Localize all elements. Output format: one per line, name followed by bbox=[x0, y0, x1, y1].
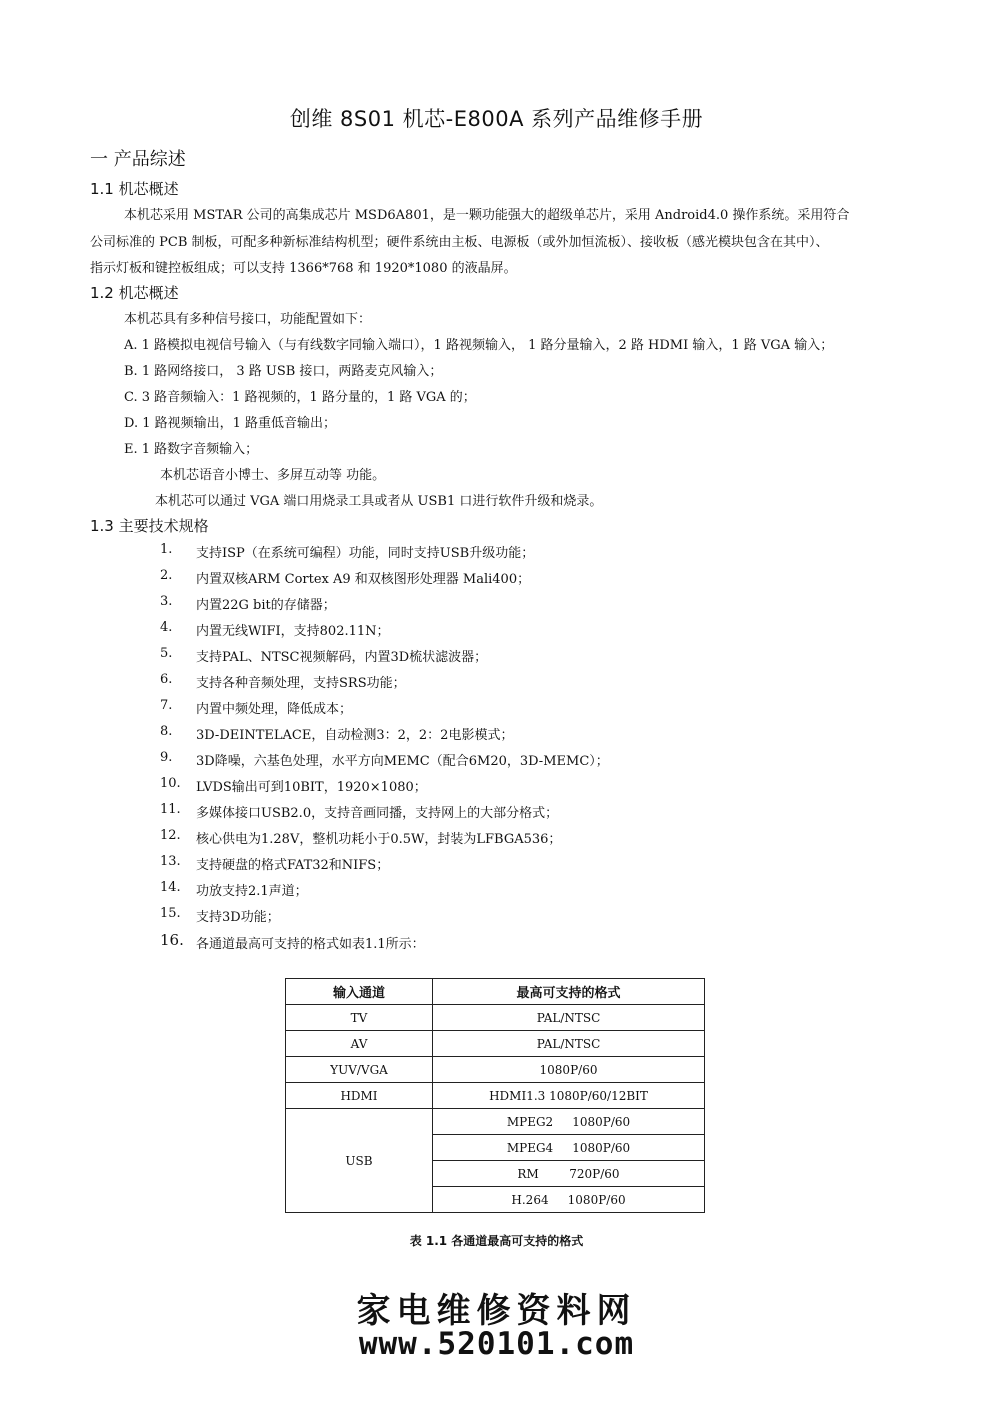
list-number: 11. bbox=[160, 802, 181, 817]
table-row bbox=[286, 1109, 705, 1135]
list-number: 16. bbox=[160, 931, 184, 949]
list-item: C. 3 路音频输入：1 路视频的，1 路分量的，1 路 VGA 的； bbox=[124, 390, 476, 405]
table-cell: HDMI1.3 1080P/60/12BIT bbox=[433, 1083, 705, 1109]
paragraph-line: 公司标准的 PCB 制板，可配多种新标准结构机型；硬件系统由主板、电源板（或外加恒流板）、接收板（感光模块包含在其中）、 bbox=[90, 235, 829, 250]
section-heading-overview: 一 产品综述 bbox=[90, 149, 186, 170]
paragraph-line: 本机芯语音小博士、多屏互动等 功能。 bbox=[160, 468, 386, 483]
table-cell: 1080P/60 bbox=[433, 1057, 705, 1083]
table-row bbox=[286, 1057, 705, 1083]
table-cell: HDMI bbox=[286, 1083, 433, 1109]
list-number: 10. bbox=[160, 776, 181, 791]
list-item: 支持ISP（在系统可编程）功能，同时支持USB升级功能； bbox=[196, 546, 535, 561]
list-item: 支持3D功能； bbox=[196, 910, 280, 925]
table-cell: RM 720P/60 bbox=[433, 1161, 705, 1187]
list-item: 核心供电为1.28V，整机功耗小于0.5W，封装为LFBGA536； bbox=[196, 832, 562, 847]
watermark-url: www.520101.com bbox=[358, 1326, 635, 1362]
table-cell: MPEG4 1080P/60 bbox=[433, 1135, 705, 1161]
list-item: 多媒体接口USB2.0，支持音画同播，支持网上的大部分格式； bbox=[196, 806, 559, 821]
table-header-cell: 最高可支持的格式 bbox=[433, 979, 705, 1005]
list-item: B. 1 路网络接口， 3 路 USB 接口，两路麦克风输入； bbox=[124, 364, 443, 379]
list-number: 9. bbox=[160, 750, 173, 765]
watermark-text: 家电维修资料网 bbox=[356, 1291, 637, 1331]
table-cell: USB bbox=[286, 1109, 433, 1213]
table-caption: 表 1.1 各通道最高可支持的格式 bbox=[409, 1234, 584, 1248]
table-row bbox=[286, 1031, 705, 1057]
list-item: 内置双核ARM Cortex A9 和双核图形处理器 Mali400； bbox=[196, 572, 531, 587]
list-item: LVDS输出可到10BIT，1920×1080； bbox=[196, 780, 427, 795]
list-item: D. 1 路视频输出，1 路重低音输出； bbox=[124, 416, 337, 431]
list-item: 支持各种音频处理，支持SRS功能； bbox=[196, 676, 406, 691]
list-item: A. 1 路模拟电视信号输入（与有线数字同输入端口），1 路视频输入， 1 路分量输入，2 路 HDMI 输入，1 路 VGA 输入； bbox=[124, 338, 834, 353]
table-cell: PAL/NTSC bbox=[433, 1005, 705, 1031]
table-header-row bbox=[286, 979, 705, 1005]
subsection-heading-1-2: 1.2 机芯概述 bbox=[90, 284, 179, 302]
list-item: 内置22G bit的存储器； bbox=[196, 598, 336, 613]
document-title: 创维 8S01 机芯-E800A 系列产品维修手册 bbox=[289, 107, 704, 131]
subsection-heading-1-1: 1.1 机芯概述 bbox=[90, 180, 179, 198]
list-number: 8. bbox=[160, 724, 173, 739]
list-item: 支持硬盘的格式FAT32和NIFS； bbox=[196, 858, 390, 873]
table-row bbox=[286, 1083, 705, 1109]
list-item: 内置无线WIFI，支持802.11N； bbox=[196, 624, 390, 639]
paragraph-line: 本机芯可以通过 VGA 端口用烧录工具或者从 USB1 口进行软件升级和烧录。 bbox=[155, 494, 603, 509]
format-table bbox=[285, 978, 705, 1213]
table-cell: AV bbox=[286, 1031, 433, 1057]
table-cell: TV bbox=[286, 1005, 433, 1031]
list-number: 1. bbox=[160, 542, 173, 557]
table-cell: PAL/NTSC bbox=[433, 1031, 705, 1057]
list-number: 13. bbox=[160, 854, 181, 869]
table-cell: H.264 1080P/60 bbox=[433, 1187, 705, 1213]
list-item: 支持PAL、NTSC视频解码，内置3D梳状滤波器； bbox=[196, 650, 488, 665]
list-number: 7. bbox=[160, 698, 173, 713]
list-number: 14. bbox=[160, 880, 181, 895]
list-item: 各通道最高可支持的格式如表1.1所示： bbox=[196, 937, 425, 952]
list-item: 功放支持2.1声道； bbox=[196, 884, 308, 899]
list-item: 3D降噪，六基色处理，水平方向MEMC（配合6M20，3D-MEMC）； bbox=[196, 754, 609, 769]
table-cell: MPEG2 1080P/60 bbox=[433, 1109, 705, 1135]
table-row bbox=[286, 1005, 705, 1031]
table-header-cell: 输入通道 bbox=[286, 979, 433, 1005]
list-number: 3. bbox=[160, 594, 173, 609]
list-item: 内置中频处理，降低成本； bbox=[196, 702, 353, 717]
list-number: 4. bbox=[160, 620, 173, 635]
list-item: E. 1 路数字音频输入； bbox=[124, 442, 259, 457]
table-cell: YUV/VGA bbox=[286, 1057, 433, 1083]
subsection-heading-1-3: 1.3 主要技术规格 bbox=[90, 517, 209, 535]
paragraph-line: 本机芯采用 MSTAR 公司的高集成芯片 MSD6A801，是一颗功能强大的超级单芯片，采用 Android4.0 操作系统。采用符合 bbox=[124, 208, 850, 223]
list-number: 12. bbox=[160, 828, 181, 843]
paragraph-line: 指示灯板和键控板组成；可以支持 1366*768 和 1920*1080 的液晶屏。 bbox=[90, 261, 517, 276]
paragraph-line: 本机芯具有多种信号接口，功能配置如下： bbox=[124, 312, 372, 327]
list-number: 15. bbox=[160, 906, 181, 921]
list-item: 3D-DEINTELACE，自动检测3：2，2：2电影模式； bbox=[196, 728, 514, 743]
list-number: 6. bbox=[160, 672, 173, 687]
list-number: 5. bbox=[160, 646, 173, 661]
list-number: 2. bbox=[160, 568, 173, 583]
